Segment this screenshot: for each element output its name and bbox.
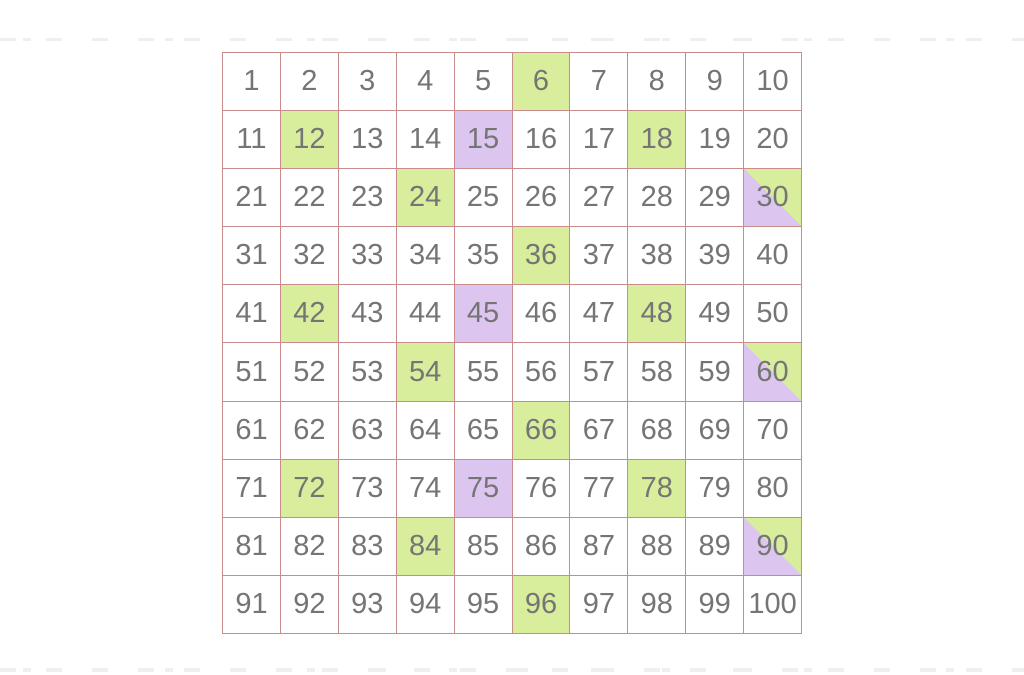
- grid-cell: [455, 285, 513, 343]
- cell-number: 38: [640, 239, 673, 272]
- cell-number: 20: [756, 123, 789, 156]
- cell-number: 15: [466, 123, 500, 156]
- cell-number: 96: [524, 587, 558, 620]
- cell-number: 76: [524, 471, 558, 504]
- cell-number: 2: [301, 65, 318, 98]
- cell-number: 9: [706, 65, 723, 98]
- cell-number: 86: [524, 529, 558, 562]
- cell-number: 47: [582, 297, 615, 330]
- grid-cell: [281, 227, 339, 285]
- cell-number: 12: [293, 123, 326, 156]
- grid-cell: [628, 576, 686, 634]
- cell-number: 37: [582, 239, 615, 272]
- grid-cell: [223, 343, 281, 401]
- grid-cell: [744, 169, 802, 227]
- grid-cell: [686, 169, 744, 227]
- cell-number: 77: [582, 471, 615, 504]
- grid-cell: [628, 53, 686, 111]
- cell-number: 1: [243, 65, 260, 98]
- cell-number: 56: [524, 355, 558, 388]
- grid-cell: [339, 111, 397, 169]
- grid-cell: [397, 285, 455, 343]
- grid-cell: [281, 285, 339, 343]
- grid-cell: [455, 53, 513, 111]
- grid-cell: [570, 460, 628, 518]
- grid-cell: [397, 169, 455, 227]
- grid-cell: [686, 53, 744, 111]
- grid-cell: [628, 460, 686, 518]
- cell-number: 61: [235, 413, 268, 446]
- grid-cell: [744, 53, 802, 111]
- grid-cell: [744, 227, 802, 285]
- grid-cell: [223, 53, 281, 111]
- cell-number: 41: [235, 297, 268, 330]
- cell-number: 75: [466, 471, 500, 504]
- cell-number: 89: [698, 529, 731, 562]
- cell-number: 45: [466, 297, 500, 330]
- grid-cell: [455, 343, 513, 401]
- grid-cell: [686, 285, 744, 343]
- grid-cell: [339, 518, 397, 576]
- grid-cell: [281, 169, 339, 227]
- cell-number: 67: [582, 413, 615, 446]
- cell-number: 32: [293, 239, 326, 272]
- grid-cell: [223, 518, 281, 576]
- grid-cell: [686, 227, 744, 285]
- cell-number: 29: [698, 181, 731, 214]
- grid-cell: [455, 460, 513, 518]
- cell-number: 49: [698, 297, 731, 330]
- cell-number: 33: [351, 239, 384, 272]
- cell-number: 42: [293, 297, 326, 330]
- grid-cell: [339, 460, 397, 518]
- cell-number: 65: [466, 413, 500, 446]
- cell-number: 36: [524, 239, 558, 272]
- grid-cell: [513, 111, 571, 169]
- grid-cell: [455, 518, 513, 576]
- cell-number: 95: [466, 587, 500, 620]
- cell-number: 54: [409, 355, 442, 388]
- cell-number: 18: [640, 123, 673, 156]
- cell-number: 10: [756, 65, 789, 98]
- grid-cell: [744, 402, 802, 460]
- grid-cell: [397, 402, 455, 460]
- grid-cell: [223, 227, 281, 285]
- cell-number: 93: [351, 587, 384, 620]
- cell-number: 57: [582, 355, 615, 388]
- grid-cell: [686, 518, 744, 576]
- grid-cell: [744, 111, 802, 169]
- cell-number: 62: [293, 413, 326, 446]
- grid-cell: [339, 402, 397, 460]
- cell-number: 40: [756, 239, 789, 272]
- grid-cell: [455, 576, 513, 634]
- cell-number: 78: [640, 471, 673, 504]
- grid-cell: [513, 518, 571, 576]
- grid-cell: [455, 402, 513, 460]
- grid-cell: [628, 227, 686, 285]
- grid-cell: [281, 518, 339, 576]
- grid-cell: [686, 460, 744, 518]
- grid-cell: [397, 460, 455, 518]
- grid-cell: [397, 111, 455, 169]
- cell-number: 83: [351, 529, 384, 562]
- cell-number: 26: [524, 181, 558, 214]
- grid-cell: [397, 53, 455, 111]
- grid-cell: [513, 576, 571, 634]
- grid-cell: [686, 343, 744, 401]
- cell-number: 52: [293, 355, 326, 388]
- cell-number: 87: [582, 529, 615, 562]
- grid-cell: [397, 227, 455, 285]
- cell-number: 46: [524, 297, 558, 330]
- grid-cell: [281, 343, 339, 401]
- cell-number: 21: [235, 181, 268, 214]
- grid-cell: [455, 111, 513, 169]
- grid-cell: [744, 285, 802, 343]
- cell-number: 23: [351, 181, 384, 214]
- grid-cell: [628, 285, 686, 343]
- grid-cell: [513, 53, 571, 111]
- grid-cell: [570, 402, 628, 460]
- cell-number: 81: [235, 529, 268, 562]
- grid-cell: [628, 169, 686, 227]
- grid-cell: [744, 460, 802, 518]
- grid-cell: [570, 518, 628, 576]
- cell-number: 51: [235, 355, 268, 388]
- grid-cell: [513, 169, 571, 227]
- cell-number: 82: [293, 529, 326, 562]
- cutoff-text-row-bottom: [0, 668, 1024, 672]
- grid-cell: [339, 227, 397, 285]
- cell-number: 17: [582, 123, 615, 156]
- grid-cell: [513, 227, 571, 285]
- cell-number: 3: [359, 65, 376, 98]
- cell-number: 69: [698, 413, 731, 446]
- grid-cell: [223, 460, 281, 518]
- grid-cell: [281, 460, 339, 518]
- cell-number: 34: [409, 239, 442, 272]
- cell-number: 88: [640, 529, 673, 562]
- number-grid: [222, 52, 802, 634]
- cell-number: 70: [756, 413, 789, 446]
- cell-number: 73: [351, 471, 384, 504]
- cell-number: 66: [524, 413, 558, 446]
- grid-cell: [513, 402, 571, 460]
- grid-cell: [397, 343, 455, 401]
- grid-cell: [223, 576, 281, 634]
- cell-number: 68: [640, 413, 673, 446]
- grid-cell: [513, 285, 571, 343]
- cell-number: 80: [756, 471, 789, 504]
- cell-number: 59: [698, 355, 731, 388]
- grid-cell: [281, 402, 339, 460]
- grid-cell: [686, 576, 744, 634]
- grid-cell: [628, 343, 686, 401]
- grid-cell: [397, 518, 455, 576]
- cell-number: 85: [466, 529, 500, 562]
- grid-cell: [223, 169, 281, 227]
- cell-number: 64: [409, 413, 442, 446]
- grid-cell: [281, 53, 339, 111]
- cell-number: 97: [582, 587, 615, 620]
- grid-cell: [281, 111, 339, 169]
- grid-cell: [570, 576, 628, 634]
- cutoff-text-row-top: [0, 38, 1024, 41]
- grid-cell: [513, 343, 571, 401]
- grid-cell: [570, 169, 628, 227]
- cell-number: 58: [640, 355, 673, 388]
- cell-number: 55: [466, 355, 500, 388]
- grid-cell: [570, 53, 628, 111]
- cell-number: 99: [698, 587, 731, 620]
- cell-number: 53: [351, 355, 384, 388]
- grid-cell: [223, 111, 281, 169]
- grid-cell: [628, 518, 686, 576]
- grid-cell: [744, 343, 802, 401]
- grid-cell: [223, 285, 281, 343]
- cell-number: 5: [474, 65, 492, 98]
- cell-number: 27: [582, 181, 615, 214]
- grid-cell: [570, 111, 628, 169]
- grid-cell: [339, 576, 397, 634]
- grid-cell: [455, 169, 513, 227]
- cell-number: 100: [748, 587, 797, 620]
- grid-cell: [570, 227, 628, 285]
- cell-number: 72: [293, 471, 326, 504]
- cell-number: 71: [235, 471, 268, 504]
- cell-number: 31: [235, 239, 268, 272]
- cell-number: 43: [351, 297, 384, 330]
- grid-cell: [513, 460, 571, 518]
- grid-cell: [223, 402, 281, 460]
- cell-number: 13: [351, 123, 384, 156]
- cell-number: 11: [236, 123, 267, 156]
- grid-cell: [281, 576, 339, 634]
- cell-number: 4: [417, 65, 434, 98]
- grid-cell: [628, 402, 686, 460]
- grid-cell: [339, 285, 397, 343]
- cell-number: 92: [293, 587, 326, 620]
- grid-cell: [570, 285, 628, 343]
- cell-number: 98: [640, 587, 673, 620]
- cell-number: 91: [235, 587, 268, 620]
- grid-cell: [686, 402, 744, 460]
- grid-cell: [339, 53, 397, 111]
- grid-cell: [628, 111, 686, 169]
- grid-cell: [397, 576, 455, 634]
- cell-number: 39: [698, 239, 731, 272]
- cell-number: 22: [293, 181, 326, 214]
- cell-number: 16: [524, 123, 558, 156]
- grid-cell: [339, 343, 397, 401]
- cell-number: 24: [409, 181, 442, 214]
- cell-number: 84: [409, 529, 442, 562]
- cell-number: 14: [409, 123, 442, 156]
- cell-number: 74: [409, 471, 442, 504]
- cell-number: 94: [409, 587, 442, 620]
- cell-number: 79: [698, 471, 731, 504]
- cell-number: 28: [640, 181, 673, 214]
- cell-number: 50: [756, 297, 789, 330]
- grid-cell: [339, 169, 397, 227]
- cell-number: 48: [640, 297, 673, 330]
- grid-cell: [686, 111, 744, 169]
- cell-number: 19: [698, 123, 731, 156]
- cell-number: 44: [409, 297, 442, 330]
- cell-number: 63: [351, 413, 384, 446]
- cell-number: 25: [466, 181, 500, 214]
- cell-number: 90: [756, 529, 789, 562]
- grid-cell: [744, 576, 802, 634]
- cell-number: 30: [756, 181, 789, 214]
- grid-cell: [570, 343, 628, 401]
- grid-cell: [744, 518, 802, 576]
- cell-number: 60: [756, 355, 789, 388]
- cell-number: 6: [532, 65, 550, 98]
- cell-number: 35: [466, 239, 500, 272]
- cell-number: 8: [648, 65, 665, 98]
- cell-number: 7: [590, 65, 607, 98]
- grid-cell: [455, 227, 513, 285]
